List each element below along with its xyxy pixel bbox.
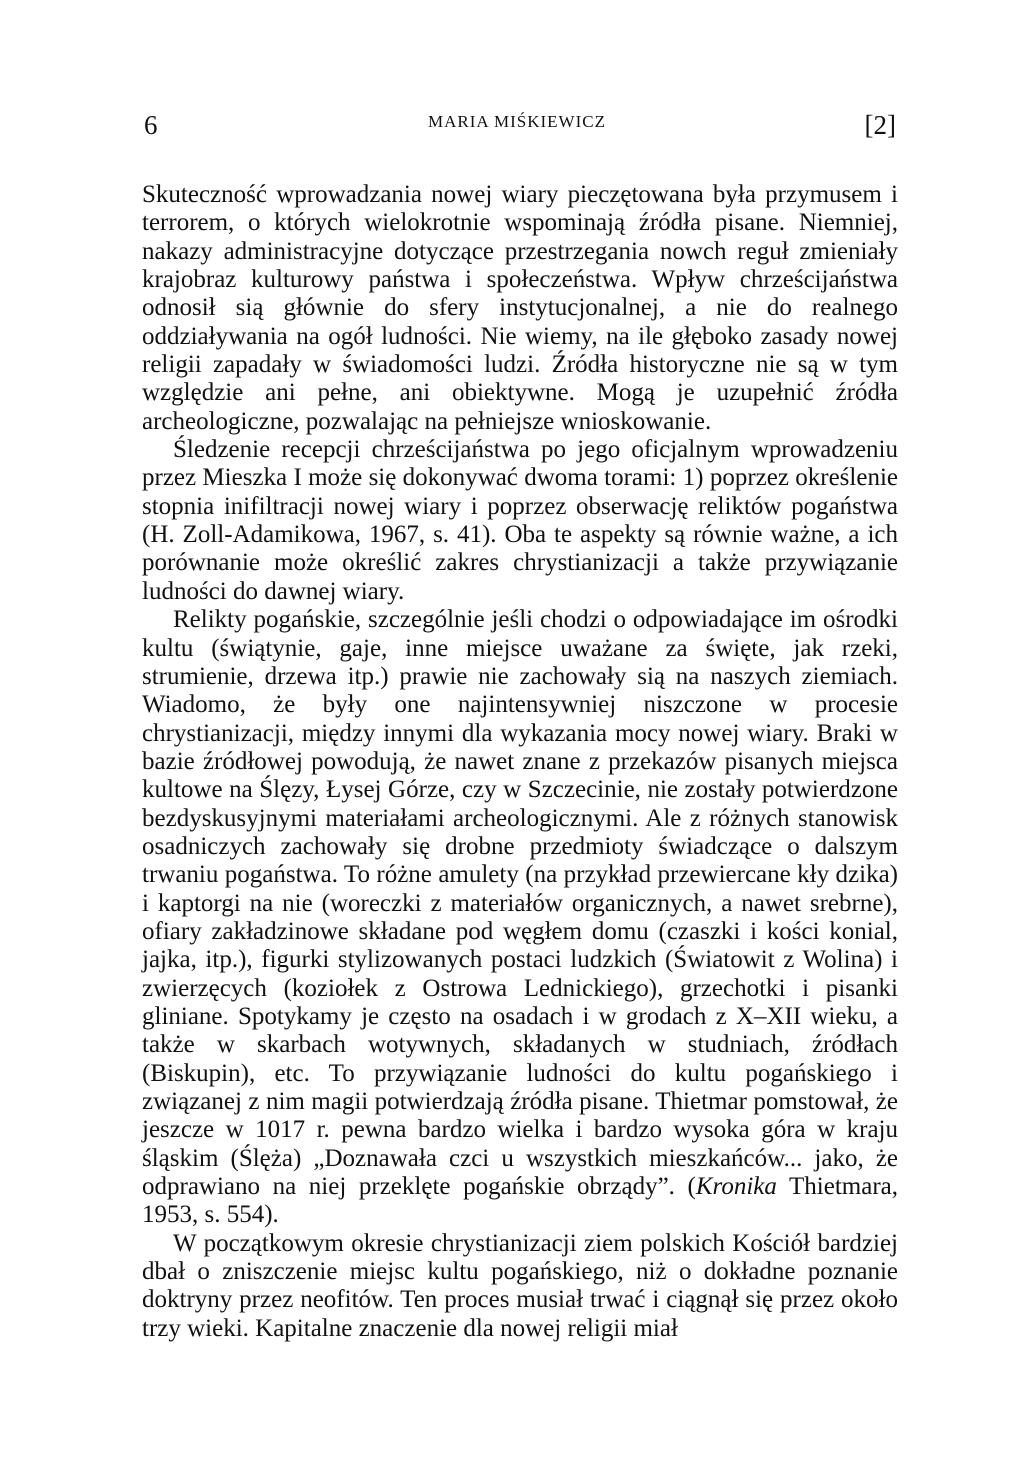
paragraph-3 bbox=[142, 606, 898, 1230]
page-header bbox=[138, 108, 896, 142]
paragraph-1: Skuteczność wprowadzania nowej wiary pieczętowana była przymusem i terrorem, o których wielokrotnie wspominają źródła pisane. Niemniej, nakazy administracyjne dotyczące przestrzegania nowch reguł zmieniały krajobraz kulturowy państwa i społeczeństwa. Wpływ chrześcijaństwa odnosił sią głównie do sfery instytucjonalnej, a nie do realnego oddziaływania na ogół ludności. Nie wiemy, na ile głęboko zasady nowej religii zapadały w świadomości ludzi. Źródła historyczne nie są w tym względzie ani pełne, ani obiektywne. Mogą je uzupełnić źródła archeologiczne, pozwalając na pełniejsze wnioskowanie. bbox=[142, 181, 898, 435]
kronika-title: Kronika bbox=[695, 1173, 777, 1201]
paragraph-3-citation-end: Thietmara, 1953, s. 554). bbox=[142, 1173, 898, 1229]
section-number: [2] bbox=[864, 110, 896, 140]
paragraph-2: Śledzenie recepcji chrześcijaństwa po jego oficjalnym wprowadzeniu przez Mieszka I może się dokonywać dwoma torami: 1) poprzez określenie stopnia inifiltracji nowej wiary i poprzez obserwację reliktów pogaństwa (H. Zoll-Adamikowa, 1967, s. 41). Oba te aspekty są równie ważne, a ich porównanie może określić zakres chrystianizacji a także przywiązanie ludności do dawnej wiary. bbox=[142, 436, 898, 605]
page-number: 6 bbox=[144, 110, 158, 140]
body-text bbox=[142, 181, 898, 1343]
running-head: MARIA MIŚKIEWICZ bbox=[428, 112, 606, 131]
paragraph-4: W początkowym okresie chrystianizacji ziem polskich Kościół bardziej dbał o zniszczenie miejsc kultu pogańskiego, niż o dokładne poznanie doktryny przez neofitów. Ten proces musiał trwać i ciągnął się przez około trzy wieki. Kapitalne znaczenie dla nowej religii miał bbox=[142, 1229, 898, 1342]
paragraph-3-text: Relikty pogańskie, szczególnie jeśli chodzi o odpowiadające im ośrodki kultu (świątynie, gaje, inne miejsce uważane za święte, jak rzeki, strumienie, drzewa itp.) prawie nie zachowały sią na naszych ziemiach. Wiadomo, że były one najintensywniej niszczone w procesie chrystianizacji, między innymi dla wykazania mocy nowej wiary. Braki w bazie źródłowej powodują, że nawet znane z przekazów pisanych miejsca kultowe na Ślęzy, Łysej Górze, czy w Szczecinie, nie zostały potwierdzone bezdyskusyjnymi materiałami archeologicznymi. Ale z różnych stanowisk osadniczych zachowały się drobne przedmioty świadczące o dalszym trwaniu pogaństwa. To różne amulety (na przykład przewiercane kły dzika) i kaptorgi na nie (woreczki z materiałów organicznych, a nawet srebrne), ofiary zakładzinowe składane pod węgłem domu (czaszki i kości konial, jajka, itp.), figurki stylizowanych postaci ludzkich (Światowit z Wolina) i zwierzęcych (koziołek z Ostrowa Lednickiego), grzechotki i pisanki gliniane. Spotykamy je często na osadach i w grodach z X–XII wieku, a także w skarbach wotywnych, składanych w studniach, źródłach (Biskupin), etc. To przywiązanie ludności do kultu pogańskiego i związanej z nim magii potwierdzają źródła pisane. Thietmar pomstował, że jeszcze w 1017 r. pewna bardzo wielka i bardzo wysoka góra w kraju śląskim (Ślęża) „Doznawała czci u wszystkich mieszkańców... jako, że odprawiano na niej przeklęte pogańskie obrządy”. ( bbox=[142, 606, 898, 1201]
